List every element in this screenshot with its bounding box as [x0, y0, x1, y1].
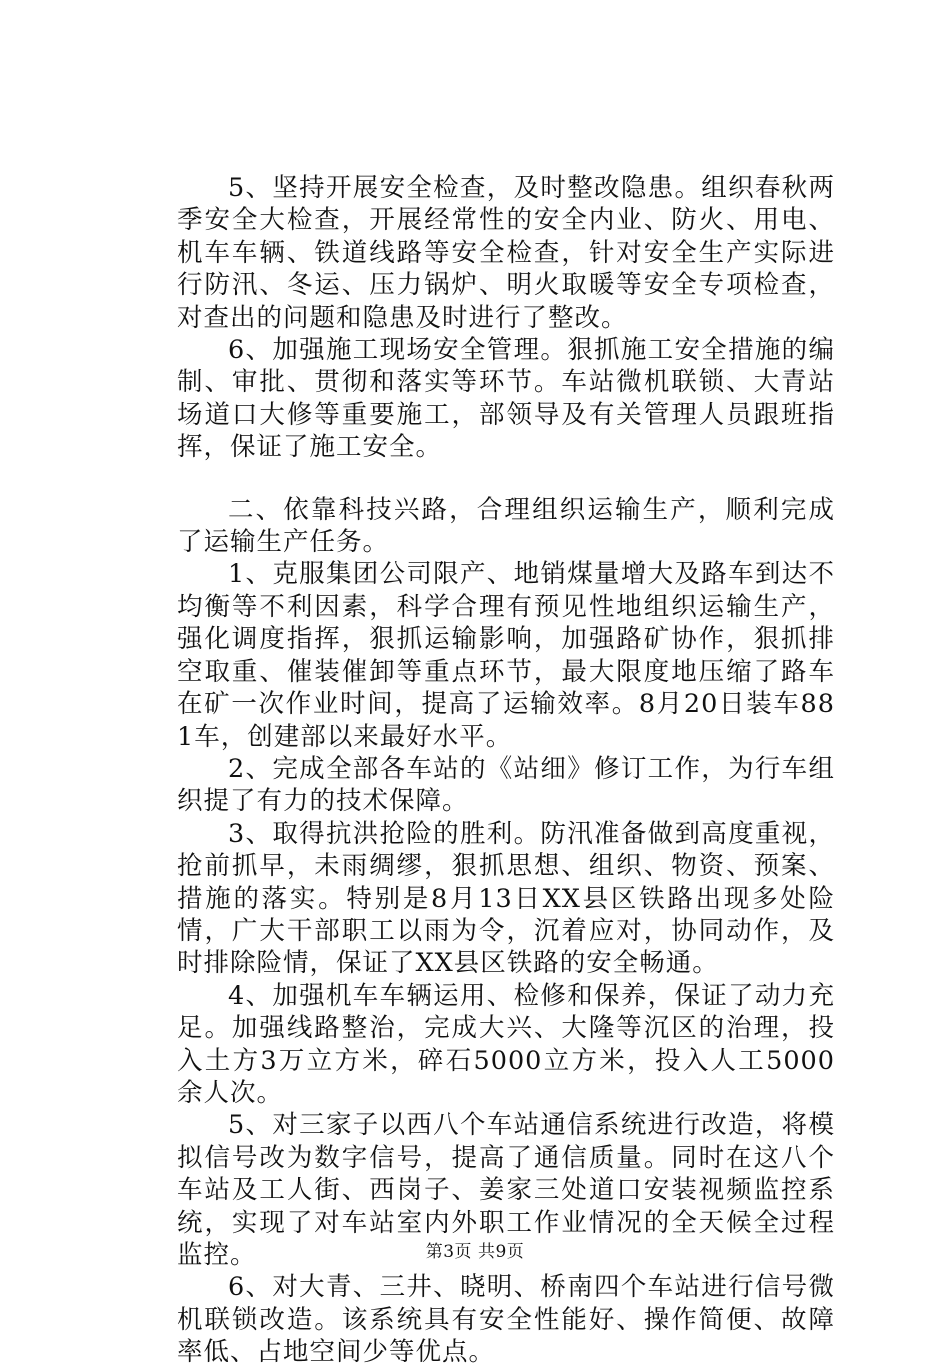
paragraph-signal-interlocking: 6、对大青、三井、晓明、桥南四个车站进行信号微机联锁改造。该系统具有安全性能好、操作简便、故障率低、占地空间少等优点。	[177, 1272, 835, 1368]
section-heading-transport: 二、依靠科技兴路，合理组织运输生产，顺利完成了运输生产任务。	[177, 494, 835, 558]
page-footer: 第3页 共9页	[425, 1242, 525, 1262]
paragraph-safety-inspection: 5、坚持开展安全检查，及时整改隐患。组织春秋两季安全大检查，开展经常性的安全内业、防火、用电、机车车辆、铁道线路等安全检查，针对安全生产实际进行防汛、冬运、压力锅炉、明火取暖等安全专项检查，对查出的问题和隐患及时进行了整改。	[177, 173, 835, 333]
document-body	[177, 172, 835, 1369]
paragraph-flood-control: 3、取得抗洪抢险的胜利。防汛准备做到高度重视，抢前抓早，未雨绸缪，狠抓思想、组织、物资、预案、措施的落实。特别是8月13日XX县区铁路出现多处险情，广大干部职工以雨为令，沉着应对，协同动作，及时排除险情，保证了XX县区铁路的安全畅通。	[177, 818, 835, 979]
paragraph-transport-organization: 1、克服集团公司限产、地销煤量增大及路车到达不均衡等不利因素，科学合理有预见性地组织运输生产，强化调度指挥，狠抓运输影响，加强路矿协作，狠抓排空取重、催装催卸等重点环节，最大限度地压缩了路车在矿一次作业时间，提高了运输效率。8月20日装车881车，创建部以来最好水平。	[177, 559, 835, 752]
paragraph-communication-upgrade: 5、对三家子以西八个车站通信系统进行改造，将模拟信号改为数字信号，提高了通信质量。同时在这八个车站及工人街、西岗子、姜家三处道口安装视频监控系统，实现了对车站室内外职工作业情况的全天候全过程监控。	[177, 1110, 835, 1270]
paragraph-rolling-stock: 4、加强机车车辆运用、检修和保养，保证了动力充足。加强线路整治，完成大兴、大隆等沉区的治理，投入土方3万立方米，碎石5000立方米，投入人工5000余人次。	[177, 980, 835, 1108]
paragraph-station-rules: 2、完成全部各车站的《站细》修订工作，为行车组织提了有力的技术保障。	[177, 753, 835, 817]
paragraph-construction-safety: 6、加强施工现场安全管理。狠抓施工安全措施的编制、审批、贯彻和落实等环节。车站微机联锁、大青站场道口大修等重要施工，部领导及有关管理人员跟班指挥，保证了施工安全。	[177, 335, 835, 463]
